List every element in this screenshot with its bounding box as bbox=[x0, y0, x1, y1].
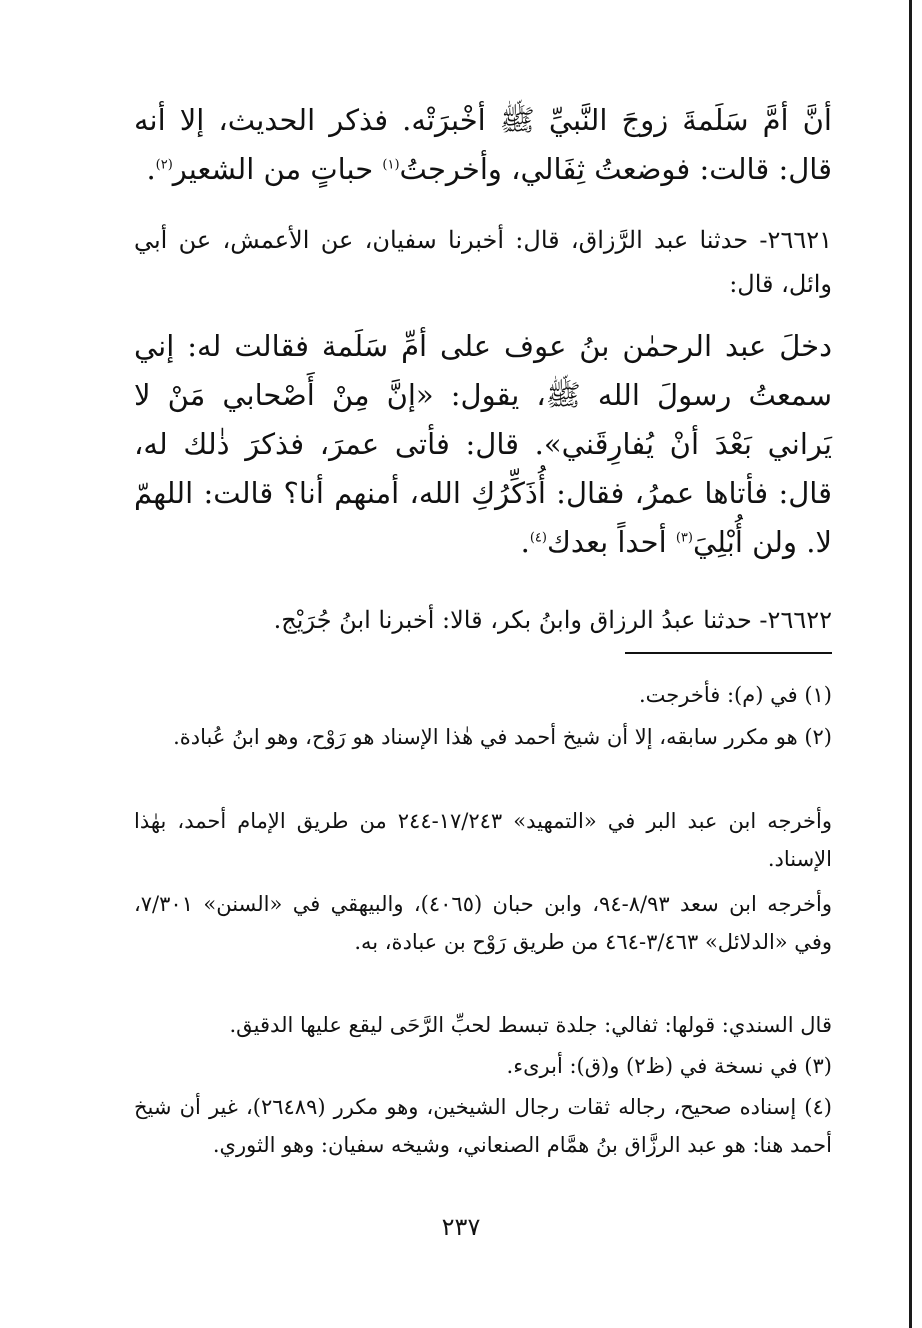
footnote-2-takhrij-b: وأخرجه ابن سعد ٨/٩٣-٩٤، وابن حبان (٤٠٦٥)، والبيهقي في «السنن» ٧/٣٠١، وفي «الدلائل» ٣/٤٦٣-٤٦٤ من طريق رَوْح بن عبادة، به. bbox=[134, 892, 832, 954]
matn-text: دخلَ عبد الرحمٰن بنُ عوف على أمِّ سَلَمة فقالت له: إني سمعتُ رسولَ الله ﷺ، يقول: «إنَّ مِنْ أَصْحابي مَنْ لا يَراني بَعْدَ أنْ يُفارِقَني». قال: فأتى عمرَ، فذكرَ ذٰلك له، قال: فأتاها عمرُ، فقال: أُذَكِّرُكِ الله، أمنهم أنا؟ قالت: اللهمّ لا. ولن أُبْلِيَ bbox=[134, 329, 832, 559]
footnote-2: (٢) هو مكرر سابقه، إلا أن شيخ أحمد في هٰذا الإسناد هو رَوْح، وهو ابنُ عُبادة. bbox=[173, 725, 832, 749]
footnote-1: (١) في (م): فأخرجت. bbox=[639, 683, 832, 707]
footnote-2-takhrij-a: وأخرجه ابن عبد البر في «التمهيد» ١٧/٢٤٣-٢٤٤ من طريق الإمام أحمد، بهٰذا الإسناد. bbox=[134, 809, 832, 871]
page-edge-border bbox=[909, 0, 912, 1328]
footnote-4: (٤) إسناده صحيح، رجاله ثقات رجال الشيخين، وهو مكرر (٢٦٤٨٩)، غير أن شيخ أحمد هنا: هو عبد الرزَّاق بنُ همَّام الصنعاني، وشيخه سفيان: وهو الثوري. bbox=[134, 1095, 832, 1157]
footnote-ref-2[interactable]: (٢) bbox=[155, 157, 173, 173]
footnote-separator bbox=[625, 652, 832, 654]
footnote-3: (٣) في نسخة في (ظ٢) و(ق): أبرىء. bbox=[506, 1054, 832, 1078]
opening-paragraph bbox=[134, 96, 832, 194]
opening-text-end: . bbox=[146, 152, 156, 186]
opening-text-mid: حباتٍ من الشعير bbox=[172, 152, 383, 186]
hadith-26621-chain: ٢٦٦٢١- حدثنا عبد الرَّزاق، قال: أخبرنا سفيان، عن الأعمش، عن أبي وائل، قال: bbox=[134, 226, 832, 298]
footnote-ref-4[interactable]: (٤) bbox=[529, 530, 547, 546]
footnote-2-sindi: قال السندي: قولها: ثفالي: جلدة تبسط لحبِّ الرَّحَى ليقع عليها الدقيق. bbox=[229, 1013, 832, 1037]
hadith-26621-matn bbox=[134, 322, 832, 567]
page-number: ٢٣٧ bbox=[441, 1213, 481, 1241]
footnote-ref-3[interactable]: (٣) bbox=[675, 530, 693, 546]
matn-text-end: . bbox=[520, 525, 530, 559]
matn-text-b: أحداً بعدك bbox=[546, 525, 676, 559]
opening-text: أنَّ أمَّ سَلَمةَ زوجَ النَّبيِّ ﷺ أخْبرَتْه. فذكر الحديث، إلا أنه قال: قالت: فوضعتُ ثِفَالي، وأخرجتُ bbox=[134, 103, 832, 186]
hadith-26622-chain: ٢٦٦٢٢- حدثنا عبدُ الرزاق وابنُ بكر، قالا: أخبرنا ابنُ جُرَيْج. bbox=[273, 606, 832, 634]
footnote-ref-1[interactable]: (١) bbox=[382, 157, 400, 173]
